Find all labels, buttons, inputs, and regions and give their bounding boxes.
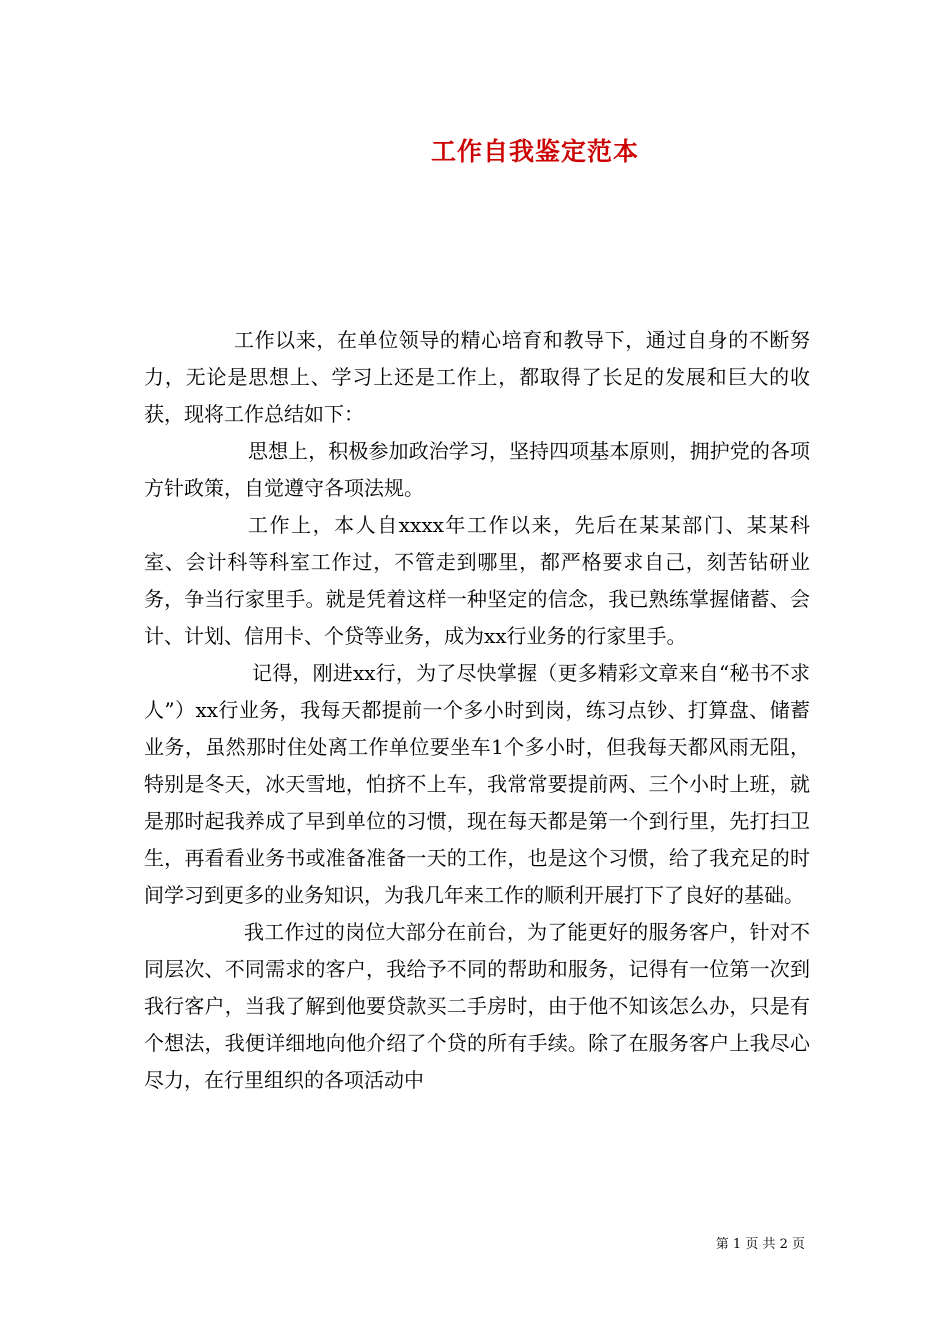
paragraph: 工作上，本人自xxxx年工作以来，先后在某某部门、某某科室、会计科等科室工作过，不管走到哪里，都严格要求自己，刻苦钻研业务，争当行家里手。就是凭着这样一种坚定的信念，我已熟练掌握储蓄、会计、计划、信用卡、个贷等业务，成为xx行业务的行家里手。 (144, 513, 810, 648)
document-body (144, 322, 810, 1099)
paragraph: 思想上，积极参加政治学习，坚持四项基本原则，拥护党的各项方针政策，自觉遵守各项法规。 (144, 439, 810, 500)
paragraph: 我工作过的岗位大部分在前台，为了能更好的服务客户，针对不同层次、不同需求的客户，我给予不同的帮助和服务，记得有一位第一次到我行客户，当我了解到他要贷款买二手房时，由于他不知该怎么办，只是有个想法，我便详细地向他介绍了个贷的所有手续。除了在服务客户上我尽心尽力，在行里组织的各项活动中 (144, 920, 810, 1092)
page-number-label: 第 1 页 共 2 页 (715, 1237, 805, 1252)
paragraph: 工作以来，在单位领导的精心培育和教导下，通过自身的不断努力，无论是思想上、学习上还是工作上，都取得了长足的发展和巨大的收获，现将工作总结如下： (144, 328, 810, 426)
paragraph: 记得，刚进xx行，为了尽快掌握（更多精彩文章来自“秘书不求人”）xx行业务，我每天都提前一个多小时到岗，练习点钞、打算盘、储蓄业务，虽然那时住处离工作单位要坐车1个多小时，但我每天都风雨无阻，特别是冬天，冰天雪地，怕挤不上车，我常常要提前两、三个小时上班，就是那时起我养成了早到单位的习惯，现在每天都是第一个到行里，先打扫卫生，再看看业务书或准备准备一天的工作，也是这个习惯，给了我充足的时间学习到更多的业务知识，为我几年来工作的顺利开展打下了良好的基础。 (144, 661, 810, 907)
page-number-footer (0, 1233, 805, 1252)
document-title: 工作自我鉴定范本 (430, 137, 639, 166)
